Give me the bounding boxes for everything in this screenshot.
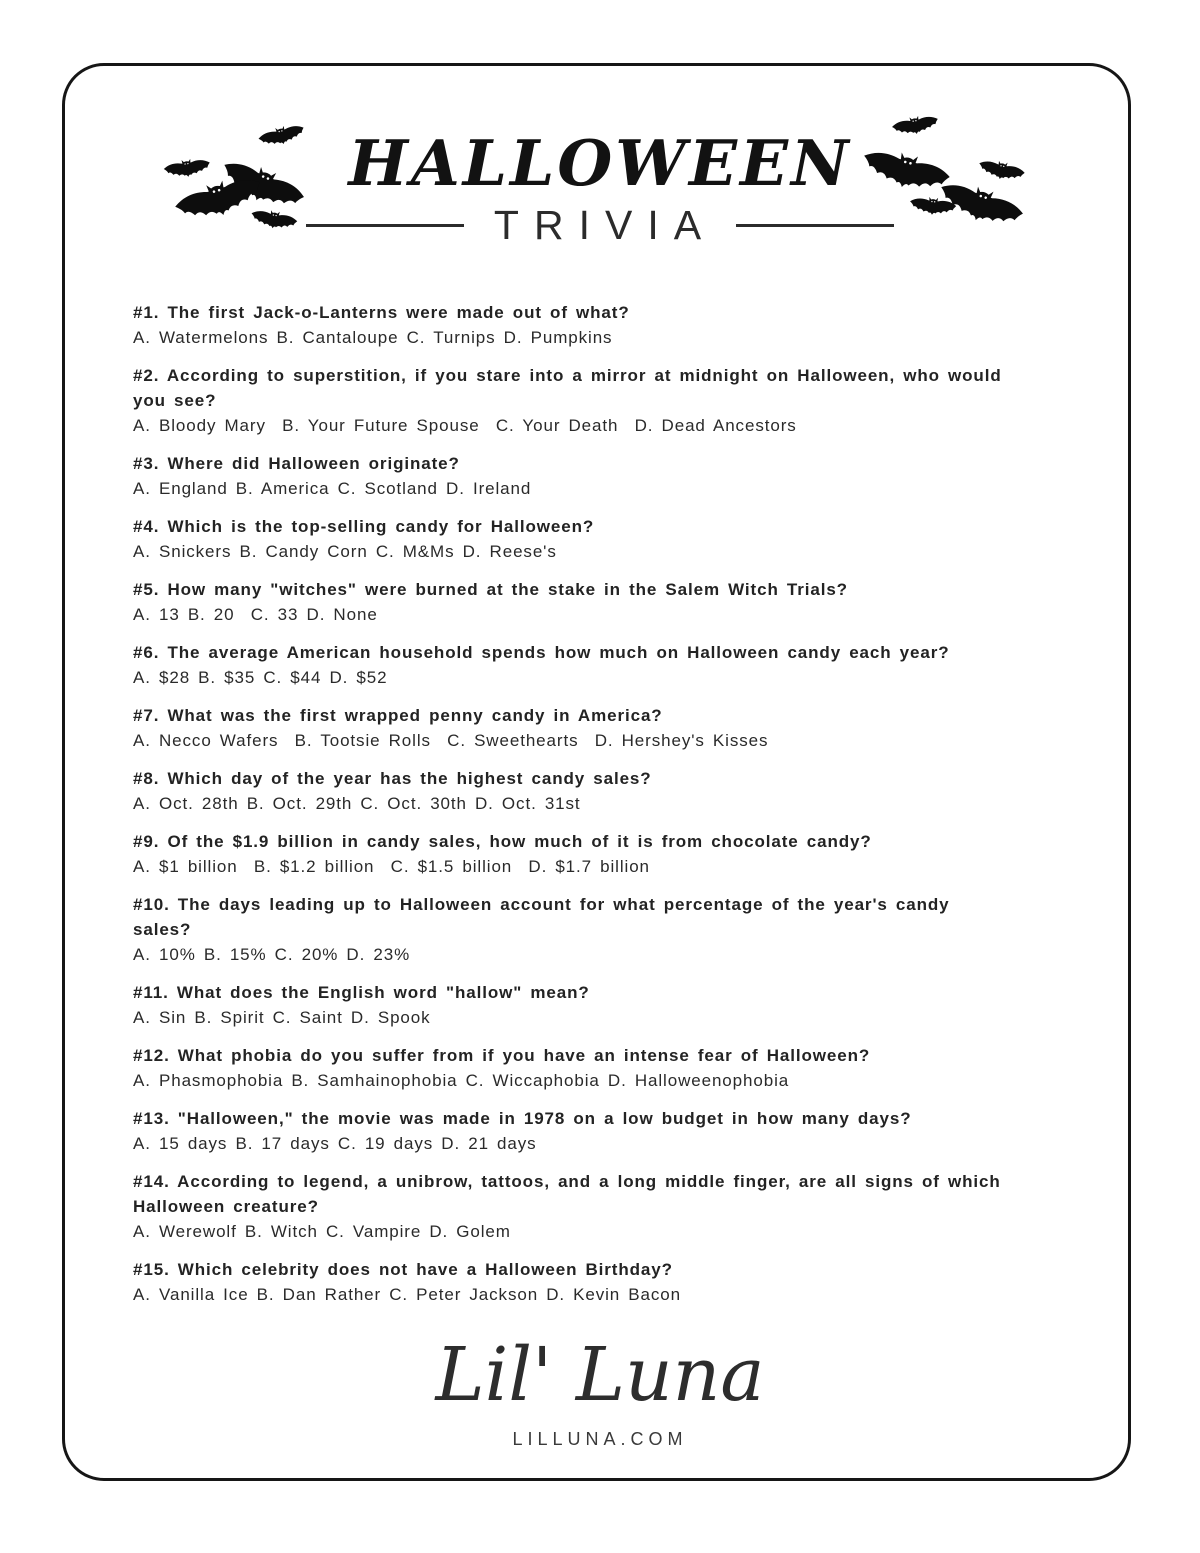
question-text: #3. Where did Halloween originate?	[133, 454, 460, 473]
page-title: HALLOWEEN	[348, 126, 852, 200]
lil-luna-logo: Lil' Luna	[435, 1332, 765, 1418]
question-text: #2. According to superstition, if you stare into a mirror at midnight on Halloween, who would	[133, 366, 1002, 385]
bat-cluster-right	[862, 112, 1037, 237]
bat-icon	[862, 144, 953, 198]
answer-options: A. Watermelons B. Cantaloupe C. Turnips D. Pumpkins	[133, 328, 613, 347]
answer-options: A. Werewolf B. Witch C. Vampire D. Golem	[133, 1222, 511, 1241]
question-block-12	[133, 1043, 1063, 1093]
question-block-4	[133, 514, 1063, 564]
answer-options: A. 15 days B. 17 days C. 19 days D. 21 days	[133, 1134, 537, 1153]
question-text: #8. Which day of the year has the highest candy sales?	[133, 769, 652, 788]
question-block-5	[133, 577, 1063, 627]
question-text: #5. How many "witches" were burned at the stake in the Salem Witch Trials?	[133, 580, 848, 599]
question-text: sales?	[133, 920, 192, 939]
answer-options: A. 13 B. 20 C. 33 D. None	[133, 605, 378, 624]
question-text: #7. What was the first wrapped penny candy in America?	[133, 706, 663, 725]
question-block-7	[133, 703, 1063, 753]
answer-options: A. England B. America C. Scotland D. Ireland	[133, 479, 532, 498]
answer-options: A. Phasmophobia B. Samhainophobia C. Wiccaphobia D. Halloweenophobia	[133, 1071, 790, 1090]
question-block-6	[133, 640, 1063, 690]
answer-options: A. Snickers B. Candy Corn C. M&Ms D. Reese's	[133, 542, 557, 561]
answer-options: A. Sin B. Spirit C. Saint D. Spook	[133, 1008, 431, 1027]
question-text: you see?	[133, 391, 217, 410]
answer-options: A. Oct. 28th B. Oct. 29th C. Oct. 30th D. Oct. 31st	[133, 794, 581, 813]
question-block-11	[133, 980, 1063, 1030]
answer-options: A. 10% B. 15% C. 20% D. 23%	[133, 945, 411, 964]
question-block-10	[133, 892, 1063, 967]
question-text: Halloween creature?	[133, 1197, 319, 1216]
question-text: #10. The days leading up to Halloween account for what percentage of the year's candy	[133, 895, 950, 914]
footer	[0, 1325, 1200, 1450]
question-block-3	[133, 451, 1063, 501]
question-text: #1. The first Jack-o-Lanterns were made out of what?	[133, 303, 630, 322]
website-text: LILLUNA.COM	[512, 1429, 688, 1449]
question-block-1	[133, 300, 1063, 350]
answer-options: A. Bloody Mary B. Your Future Spouse C. Your Death D. Dead Ancestors	[133, 416, 797, 435]
question-text: #9. Of the $1.9 billion in candy sales, how much of it is from chocolate candy?	[133, 832, 872, 851]
question-block-8	[133, 766, 1063, 816]
subtitle-rule-left	[306, 224, 464, 227]
question-text: #11. What does the English word "hallow" mean?	[133, 983, 590, 1002]
trivia-question-list	[133, 300, 1063, 1320]
bat-icon	[891, 113, 940, 138]
question-text: #6. The average American household spends how much on Halloween candy each year?	[133, 643, 950, 662]
question-block-13	[133, 1106, 1063, 1156]
page-subtitle: TRIVIA	[493, 201, 717, 248]
bat-icon	[977, 157, 1026, 184]
question-text: #4. Which is the top-selling candy for Halloween?	[133, 517, 595, 536]
answer-options: A. $28 B. $35 C. $44 D. $52	[133, 668, 388, 687]
question-block-2	[133, 363, 1063, 438]
question-block-14	[133, 1169, 1063, 1244]
question-block-9	[133, 829, 1063, 879]
question-text: #13. "Halloween," the movie was made in 1978 on a low budget in how many days?	[133, 1109, 912, 1128]
question-block-15	[133, 1257, 1063, 1307]
answer-options: A. $1 billion B. $1.2 billion C. $1.5 billion D. $1.7 billion	[133, 857, 650, 876]
question-text: #12. What phobia do you suffer from if you have an intense fear of Halloween?	[133, 1046, 871, 1065]
question-text: #14. According to legend, a unibrow, tattoos, and a long middle finger, are all signs of which	[133, 1172, 1001, 1191]
question-text: #15. Which celebrity does not have a Halloween Birthday?	[133, 1260, 673, 1279]
answer-options: A. Vanilla Ice B. Dan Rather C. Peter Jackson D. Kevin Bacon	[133, 1285, 681, 1304]
answer-options: A. Necco Wafers B. Tootsie Rolls C. Sweethearts D. Hershey's Kisses	[133, 731, 769, 750]
